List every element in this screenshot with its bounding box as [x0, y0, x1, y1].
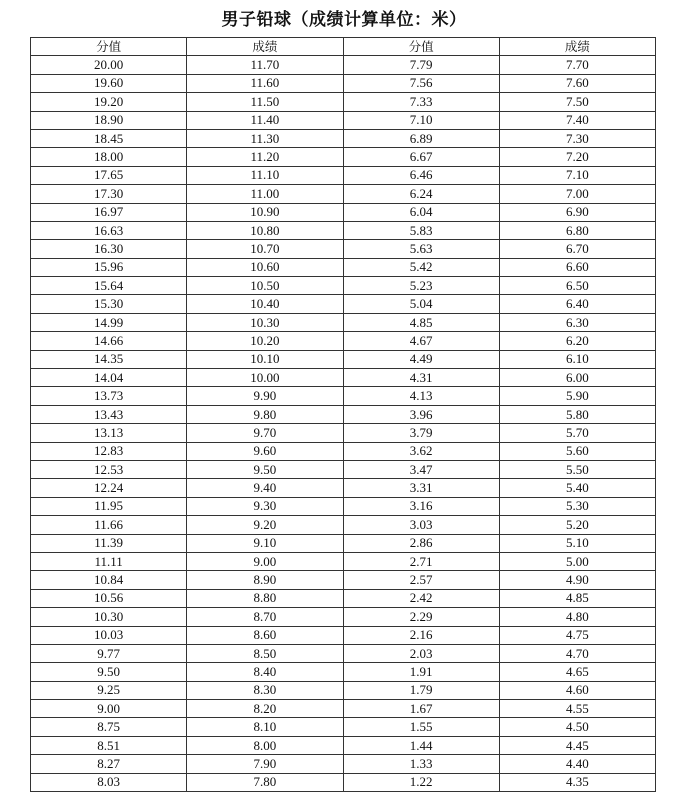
table-row [31, 111, 656, 129]
cell-score-value-2: 7.79 [343, 56, 499, 74]
cell-score-value-1: 15.96 [31, 258, 187, 276]
cell-score-value-2: 1.44 [343, 736, 499, 754]
cell-result-1: 8.80 [187, 589, 343, 607]
cell-result-2: 7.60 [499, 74, 655, 92]
table-row [31, 295, 656, 313]
table-row [31, 424, 656, 442]
cell-result-2: 6.60 [499, 258, 655, 276]
table-row [31, 185, 656, 203]
cell-score-value-2: 5.42 [343, 258, 499, 276]
cell-score-value-1: 13.43 [31, 405, 187, 423]
cell-score-value-1: 14.99 [31, 313, 187, 331]
cell-score-value-1: 18.45 [31, 129, 187, 147]
table-row [31, 571, 656, 589]
cell-result-1: 9.30 [187, 497, 343, 515]
cell-result-2: 4.55 [499, 700, 655, 718]
cell-score-value-2: 1.22 [343, 773, 499, 791]
table-body [31, 56, 656, 792]
cell-result-1: 10.70 [187, 240, 343, 258]
header-result-1: 成绩 [187, 38, 343, 56]
cell-score-value-1: 8.51 [31, 736, 187, 754]
cell-score-value-2: 6.89 [343, 129, 499, 147]
cell-result-2: 4.40 [499, 755, 655, 773]
cell-score-value-1: 11.39 [31, 534, 187, 552]
cell-score-value-1: 15.64 [31, 277, 187, 295]
header-score-value-2: 分值 [343, 38, 499, 56]
cell-result-2: 4.85 [499, 589, 655, 607]
cell-result-2: 4.90 [499, 571, 655, 589]
cell-score-value-1: 12.53 [31, 460, 187, 478]
cell-result-2: 5.60 [499, 442, 655, 460]
cell-result-2: 4.70 [499, 644, 655, 662]
table-row [31, 700, 656, 718]
cell-score-value-2: 4.67 [343, 332, 499, 350]
cell-score-value-1: 8.03 [31, 773, 187, 791]
cell-result-1: 11.10 [187, 166, 343, 184]
cell-result-2: 7.50 [499, 93, 655, 111]
cell-result-1: 8.30 [187, 681, 343, 699]
cell-score-value-2: 1.91 [343, 663, 499, 681]
cell-result-2: 4.35 [499, 773, 655, 791]
cell-result-2: 6.90 [499, 203, 655, 221]
cell-score-value-1: 16.97 [31, 203, 187, 221]
cell-score-value-1: 10.30 [31, 608, 187, 626]
cell-score-value-2: 2.86 [343, 534, 499, 552]
table-row [31, 663, 656, 681]
cell-result-1: 10.20 [187, 332, 343, 350]
cell-result-1: 9.10 [187, 534, 343, 552]
cell-result-2: 6.50 [499, 277, 655, 295]
cell-result-2: 4.50 [499, 718, 655, 736]
cell-result-2: 6.70 [499, 240, 655, 258]
cell-result-2: 5.40 [499, 479, 655, 497]
cell-result-1: 11.00 [187, 185, 343, 203]
cell-score-value-1: 18.90 [31, 111, 187, 129]
cell-score-value-2: 4.85 [343, 313, 499, 331]
table-row [31, 203, 656, 221]
cell-result-1: 7.90 [187, 755, 343, 773]
cell-result-2: 6.20 [499, 332, 655, 350]
cell-result-1: 9.20 [187, 516, 343, 534]
cell-score-value-2: 6.67 [343, 148, 499, 166]
cell-result-1: 8.70 [187, 608, 343, 626]
cell-score-value-1: 12.24 [31, 479, 187, 497]
cell-result-1: 8.20 [187, 700, 343, 718]
cell-result-2: 6.00 [499, 369, 655, 387]
table-row [31, 240, 656, 258]
cell-result-1: 9.50 [187, 460, 343, 478]
table-row [31, 479, 656, 497]
header-score-value-1: 分值 [31, 38, 187, 56]
table-row [31, 258, 656, 276]
cell-score-value-1: 16.63 [31, 221, 187, 239]
cell-result-2: 6.40 [499, 295, 655, 313]
cell-result-1: 8.40 [187, 663, 343, 681]
cell-score-value-1: 10.56 [31, 589, 187, 607]
cell-score-value-2: 5.04 [343, 295, 499, 313]
table-row [31, 166, 656, 184]
cell-score-value-1: 14.35 [31, 350, 187, 368]
cell-score-value-2: 3.62 [343, 442, 499, 460]
cell-score-value-2: 3.03 [343, 516, 499, 534]
cell-result-2: 4.75 [499, 626, 655, 644]
cell-score-value-2: 4.13 [343, 387, 499, 405]
cell-result-1: 8.60 [187, 626, 343, 644]
cell-score-value-1: 17.65 [31, 166, 187, 184]
cell-result-2: 5.70 [499, 424, 655, 442]
table-row [31, 552, 656, 570]
cell-result-1: 11.40 [187, 111, 343, 129]
table-row [31, 405, 656, 423]
table-row [31, 589, 656, 607]
cell-score-value-2: 5.23 [343, 277, 499, 295]
cell-score-value-2: 2.16 [343, 626, 499, 644]
table-row [31, 56, 656, 74]
cell-result-1: 10.10 [187, 350, 343, 368]
cell-result-1: 9.70 [187, 424, 343, 442]
cell-result-1: 10.50 [187, 277, 343, 295]
table-row [31, 534, 656, 552]
cell-result-2: 5.20 [499, 516, 655, 534]
cell-result-1: 10.60 [187, 258, 343, 276]
cell-result-2: 4.45 [499, 736, 655, 754]
cell-result-2: 5.10 [499, 534, 655, 552]
cell-score-value-1: 11.66 [31, 516, 187, 534]
cell-result-2: 7.20 [499, 148, 655, 166]
table-header-row [31, 38, 656, 56]
cell-result-2: 7.70 [499, 56, 655, 74]
table-row [31, 74, 656, 92]
cell-score-value-2: 5.83 [343, 221, 499, 239]
cell-score-value-1: 14.04 [31, 369, 187, 387]
header-result-2: 成绩 [499, 38, 655, 56]
cell-result-1: 9.40 [187, 479, 343, 497]
cell-score-value-1: 14.66 [31, 332, 187, 350]
cell-score-value-1: 20.00 [31, 56, 187, 74]
cell-score-value-1: 8.27 [31, 755, 187, 773]
cell-result-2: 5.50 [499, 460, 655, 478]
cell-score-value-2: 1.55 [343, 718, 499, 736]
table-row [31, 718, 656, 736]
table-row [31, 442, 656, 460]
cell-score-value-1: 8.75 [31, 718, 187, 736]
table-row [31, 313, 656, 331]
cell-score-value-1: 17.30 [31, 185, 187, 203]
cell-result-1: 10.90 [187, 203, 343, 221]
cell-score-value-2: 2.03 [343, 644, 499, 662]
cell-score-value-1: 18.00 [31, 148, 187, 166]
cell-score-value-2: 7.56 [343, 74, 499, 92]
table-row [31, 626, 656, 644]
cell-score-value-2: 1.33 [343, 755, 499, 773]
table-row [31, 350, 656, 368]
cell-score-value-2: 4.31 [343, 369, 499, 387]
cell-result-2: 7.40 [499, 111, 655, 129]
cell-result-1: 11.30 [187, 129, 343, 147]
cell-result-1: 9.60 [187, 442, 343, 460]
cell-result-2: 4.60 [499, 681, 655, 699]
cell-result-1: 10.30 [187, 313, 343, 331]
cell-score-value-1: 16.30 [31, 240, 187, 258]
cell-result-2: 5.80 [499, 405, 655, 423]
cell-score-value-1: 11.95 [31, 497, 187, 515]
table-row [31, 773, 656, 791]
table-row [31, 387, 656, 405]
cell-result-1: 10.00 [187, 369, 343, 387]
cell-score-value-2: 3.16 [343, 497, 499, 515]
cell-score-value-1: 15.30 [31, 295, 187, 313]
cell-result-1: 8.90 [187, 571, 343, 589]
cell-result-2: 4.80 [499, 608, 655, 626]
cell-result-2: 7.10 [499, 166, 655, 184]
cell-score-value-2: 1.67 [343, 700, 499, 718]
cell-score-value-2: 3.79 [343, 424, 499, 442]
cell-score-value-2: 3.31 [343, 479, 499, 497]
table-row [31, 516, 656, 534]
cell-score-value-1: 19.60 [31, 74, 187, 92]
cell-result-1: 7.80 [187, 773, 343, 791]
cell-score-value-1: 19.20 [31, 93, 187, 111]
cell-result-1: 9.00 [187, 552, 343, 570]
cell-result-1: 9.90 [187, 387, 343, 405]
cell-score-value-2: 2.42 [343, 589, 499, 607]
cell-result-2: 6.10 [499, 350, 655, 368]
score-table [30, 37, 656, 792]
cell-result-1: 8.10 [187, 718, 343, 736]
cell-score-value-1: 9.00 [31, 700, 187, 718]
cell-score-value-1: 13.73 [31, 387, 187, 405]
cell-result-2: 4.65 [499, 663, 655, 681]
cell-result-1: 10.80 [187, 221, 343, 239]
cell-score-value-2: 6.04 [343, 203, 499, 221]
cell-result-1: 8.00 [187, 736, 343, 754]
table-row [31, 332, 656, 350]
cell-result-2: 5.30 [499, 497, 655, 515]
cell-score-value-2: 2.29 [343, 608, 499, 626]
table-row [31, 497, 656, 515]
cell-score-value-2: 4.49 [343, 350, 499, 368]
table-row [31, 608, 656, 626]
table-row [31, 221, 656, 239]
cell-score-value-1: 9.50 [31, 663, 187, 681]
table-row [31, 460, 656, 478]
table-row [31, 681, 656, 699]
cell-score-value-1: 9.25 [31, 681, 187, 699]
cell-result-1: 9.80 [187, 405, 343, 423]
page-title: 男子铅球（成绩计算单位：米） [221, 10, 467, 30]
cell-result-2: 7.30 [499, 129, 655, 147]
cell-result-1: 11.50 [187, 93, 343, 111]
table-row [31, 644, 656, 662]
cell-score-value-1: 12.83 [31, 442, 187, 460]
table-row [31, 129, 656, 147]
cell-score-value-2: 2.57 [343, 571, 499, 589]
cell-score-value-2: 3.96 [343, 405, 499, 423]
cell-result-2: 6.30 [499, 313, 655, 331]
cell-score-value-2: 6.46 [343, 166, 499, 184]
table-row [31, 755, 656, 773]
cell-score-value-2: 1.79 [343, 681, 499, 699]
cell-score-value-1: 10.03 [31, 626, 187, 644]
cell-result-2: 6.80 [499, 221, 655, 239]
cell-score-value-2: 2.71 [343, 552, 499, 570]
cell-score-value-1: 13.13 [31, 424, 187, 442]
cell-result-1: 8.50 [187, 644, 343, 662]
cell-result-1: 11.60 [187, 74, 343, 92]
table-row [31, 369, 656, 387]
cell-score-value-2: 7.10 [343, 111, 499, 129]
table-row [31, 148, 656, 166]
cell-score-value-2: 6.24 [343, 185, 499, 203]
cell-result-2: 7.00 [499, 185, 655, 203]
cell-result-1: 11.20 [187, 148, 343, 166]
cell-score-value-1: 11.11 [31, 552, 187, 570]
table-row [31, 93, 656, 111]
cell-score-value-2: 5.63 [343, 240, 499, 258]
table-row [31, 736, 656, 754]
cell-score-value-1: 10.84 [31, 571, 187, 589]
cell-score-value-2: 3.47 [343, 460, 499, 478]
cell-result-1: 11.70 [187, 56, 343, 74]
cell-result-2: 5.00 [499, 552, 655, 570]
cell-result-2: 5.90 [499, 387, 655, 405]
cell-result-1: 10.40 [187, 295, 343, 313]
cell-score-value-1: 9.77 [31, 644, 187, 662]
cell-score-value-2: 7.33 [343, 93, 499, 111]
table-row [31, 277, 656, 295]
